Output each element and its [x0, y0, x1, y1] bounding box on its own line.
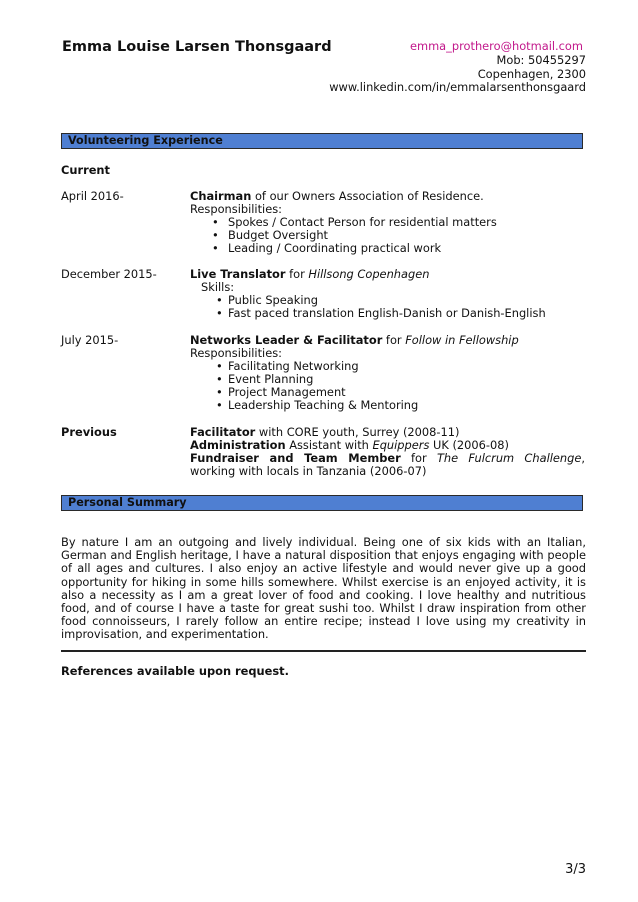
section-heading-volunteering: Volunteering Experience	[61, 133, 583, 149]
entry-subheading: Responsibilities:	[190, 346, 282, 360]
entry-connector: for	[400, 451, 437, 465]
entry-date: July 2015-	[61, 333, 119, 347]
list-item	[216, 399, 418, 412]
mobile-number: Mob: 50455297	[496, 53, 586, 67]
bullet-icon: •	[216, 359, 223, 373]
entry-role: Facilitator	[190, 425, 256, 439]
list-item-text: Project Management	[228, 385, 346, 399]
entry-subheading: Responsibilities:	[190, 202, 282, 216]
current-label: Current	[61, 163, 110, 177]
entry-organization: Follow in Fellowship	[405, 333, 519, 347]
list-item	[212, 242, 441, 255]
email-link[interactable]: emma_prothero@hotmail.com	[409, 39, 583, 53]
bullet-icon: •	[212, 228, 219, 242]
city: Copenhagen, 2300	[477, 67, 586, 81]
entry-detail: UK (2006-08)	[429, 438, 509, 452]
entry-connector: for	[382, 333, 406, 347]
section-heading-summary: Personal Summary	[61, 495, 583, 511]
entry-role: Live Translator	[190, 267, 286, 281]
entry-organization: Hillsong Copenhagen	[308, 267, 430, 281]
entry-title	[190, 268, 585, 281]
list-item-text: Event Planning	[228, 372, 314, 386]
entry-role: Administration	[190, 438, 286, 452]
entry-subheading: Skills:	[201, 280, 235, 294]
bullet-icon: •	[216, 306, 223, 320]
page-number: 3/3	[565, 861, 586, 877]
entry-role: Fundraiser and Team Member	[190, 451, 401, 465]
list-item-text: Spokes / Contact Person for residential matters	[228, 215, 497, 229]
list-item-text: Public Speaking	[228, 293, 318, 307]
entry-detail: with CORE youth, Surrey (2008-11)	[255, 425, 460, 439]
list-item-text: Fast paced translation English-Danish or Danish-English	[228, 306, 546, 320]
bullet-icon: •	[216, 293, 223, 307]
entry-organization: The Fulcrum Challenge	[436, 451, 582, 465]
bullet-icon: •	[216, 385, 223, 399]
entry-connector: for	[285, 267, 309, 281]
divider	[61, 650, 586, 652]
bullet-icon: •	[212, 241, 219, 255]
entry-detail: , working with locals in Tanzania (2006-07)	[190, 451, 586, 479]
list-item-text: Facilitating Networking	[228, 359, 359, 373]
list-item-text: Leadership Teaching & Mentoring	[228, 398, 419, 412]
bullet-icon: •	[212, 215, 219, 229]
bullet-icon: •	[216, 372, 223, 386]
list-item-text: Budget Oversight	[228, 228, 329, 242]
entry-date: April 2016-	[61, 189, 124, 203]
entry-detail: of our Owners Association of Residence.	[251, 189, 484, 203]
linkedin-link[interactable]: www.linkedin.com/in/emmalarsenthonsgaard	[329, 80, 586, 94]
entry-role: Chairman	[190, 189, 252, 203]
list-item-text: Leading / Coordinating practical work	[228, 241, 442, 255]
candidate-name: Emma Louise Larsen Thonsgaard	[62, 39, 332, 55]
list-item	[216, 307, 546, 320]
summary-paragraph: By nature I am an outgoing and lively individual. Being one of six kids with an Italian, German and English heritage, I have a natural disposition that enjoys engaging with people of all ages and cultures. I also enjoy an active lifestyle and would never give up a good opportunity for hiking in some hills somewhere. Whilst exercise is an enjoyed activity, it is also a necessity as I am a great lover of food and cooking. I love healthy and nutritious food, and of course I have a taste for great sushi too. Whilst I draw inspiration from other food connoisseurs, I rarely follow an entire recipe; instead I love using my creativity in improvisation, and experimentation.	[61, 535, 586, 642]
bullet-icon: •	[216, 398, 223, 412]
references-note: References available upon request.	[61, 664, 289, 678]
entry-connector: Assistant with	[285, 438, 373, 452]
entry-organization: Equippers	[372, 438, 430, 452]
previous-entry	[190, 452, 585, 478]
entry-role: Networks Leader & Facilitator	[190, 333, 383, 347]
previous-label: Previous	[61, 425, 117, 439]
entry-date: December 2015-	[61, 267, 157, 281]
